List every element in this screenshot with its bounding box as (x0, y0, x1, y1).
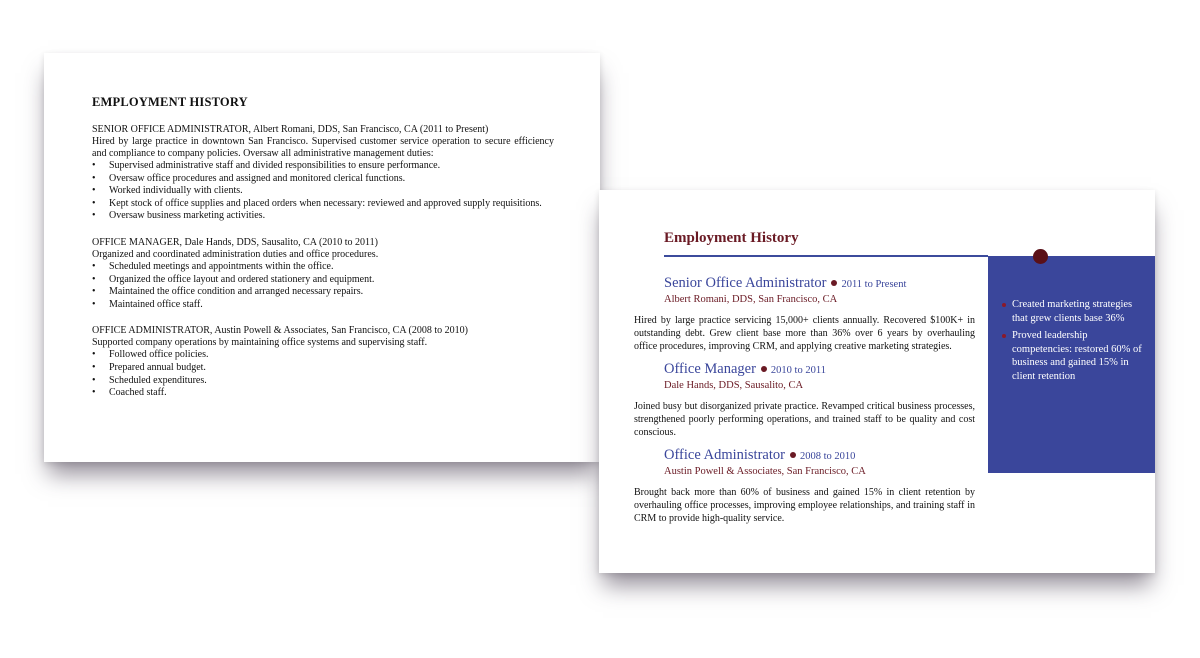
list-item: • Scheduled meetings and appointments within the office. (92, 261, 554, 274)
styled-jobs (634, 274, 975, 532)
plain-job-title: SENIOR OFFICE ADMINISTRATOR, Albert Romani, DDS, San Francisco, CA (2011 to Present) (92, 124, 489, 135)
styled-job-employer: Austin Powell & Associates, San Francisco, CA (664, 466, 866, 477)
styled-job-description: Hired by large practice servicing 15,000+ clients annually. Recovered $100K+ in outstanding debt. Grew client base more than 36% over 6 years by overhauling office procedures, improving CRM, and applying creative marketing strategies. (634, 315, 975, 352)
styled-job-entry (634, 360, 975, 439)
plain-job-entry (92, 325, 554, 399)
styled-job-title: Office Manager (664, 361, 756, 377)
styled-job-header (664, 274, 975, 306)
plain-job-bullets (92, 160, 554, 223)
styled-job-dates: 2011 to Present (841, 279, 907, 290)
styled-job-description: Joined busy but disorganized private practice. Revamped critical business processes, strengthened poorly performing operations, and trained staff to be quality and cost conscious. (634, 401, 975, 438)
styled-job-dates: 2008 to 2010 (799, 451, 856, 462)
plain-job-description: Hired by large practice in downtown San Francisco. Supervised customer service operation to secure efficiency and compliance to company policies. Oversaw all administrative management duties: (92, 136, 554, 159)
list-item: • Supervised administrative staff and divided responsibilities to ensure performance. (92, 160, 554, 173)
list-item: • Oversaw office procedures and assigned and monitored clerical functions. (92, 173, 554, 186)
highlight-item: Proved leadership competencies: restored 60% of business and gained 15% in client retention (1002, 329, 1145, 383)
styled-job-title-line (664, 446, 975, 465)
plain-resume-page (44, 53, 600, 462)
plain-job-description: Supported company operations by maintaining office systems and supervising staff. (92, 337, 428, 349)
list-item: • Kept stock of office supplies and placed orders when necessary: reviewed and approved supply requisitions. (92, 198, 554, 211)
plain-job-title: OFFICE MANAGER, Dale Hands, DDS, Sausalito, CA (2010 to 2011) (92, 236, 379, 248)
plain-job-title: OFFICE ADMINISTRATOR, Austin Powell & Associates, San Francisco, CA (2008 to 2010) (92, 325, 468, 337)
styled-job-title: Senior Office Administrator (664, 275, 827, 291)
decorative-dot (1033, 249, 1048, 264)
styled-job-title-line (664, 360, 975, 379)
list-item: • Scheduled expenditures. (92, 375, 554, 388)
list-item: • Oversaw business marketing activities. (92, 210, 554, 223)
plain-section-heading: EMPLOYMENT HISTORY (92, 95, 248, 109)
title-separator-dot (831, 280, 837, 286)
styled-resume-page (599, 190, 1155, 573)
styled-job-title: Office Administrator (664, 447, 785, 463)
plain-job-description: Organized and coordinated administration duties and office procedures. (92, 248, 379, 260)
plain-job-entry (92, 124, 554, 223)
styled-job-entry (634, 446, 975, 525)
heading-divider (664, 255, 988, 257)
plain-resume-content (92, 95, 554, 414)
highlights-list (988, 256, 1155, 383)
list-item: • Coached staff. (92, 387, 554, 400)
styled-job-title-line (664, 274, 975, 293)
list-item: • Followed office policies. (92, 349, 554, 362)
list-item: • Prepared annual budget. (92, 362, 554, 375)
styled-job-employer: Dale Hands, DDS, Sausalito, CA (664, 380, 804, 391)
plain-job-bullets (92, 349, 554, 399)
list-item: • Maintained the office condition and arranged necessary repairs. (92, 286, 554, 299)
styled-job-header (664, 360, 975, 392)
plain-job-bullets (92, 261, 554, 311)
styled-job-header (664, 446, 975, 478)
styled-job-entry (634, 274, 975, 353)
plain-job-entry (92, 237, 554, 311)
styled-job-description: Brought back more than 60% of business and gained 15% in client retention by overhauling office processes, improving employee relationships, and training staff in CRM to provide high-quality service. (634, 487, 975, 524)
list-item: • Organized the office layout and ordered stationery and equipment. (92, 274, 554, 287)
styled-section-heading: Employment History (664, 230, 799, 246)
highlights-sidebar (988, 256, 1155, 473)
styled-job-dates: 2010 to 2011 (770, 365, 826, 376)
list-item: • Maintained office staff. (92, 299, 554, 312)
highlight-item: Created marketing strategies that grew clients base 36% (1002, 298, 1145, 325)
styled-job-employer: Albert Romani, DDS, San Francisco, CA (664, 294, 838, 305)
title-separator-dot (790, 452, 796, 458)
list-item: • Worked individually with clients. (92, 185, 554, 198)
title-separator-dot (761, 366, 767, 372)
